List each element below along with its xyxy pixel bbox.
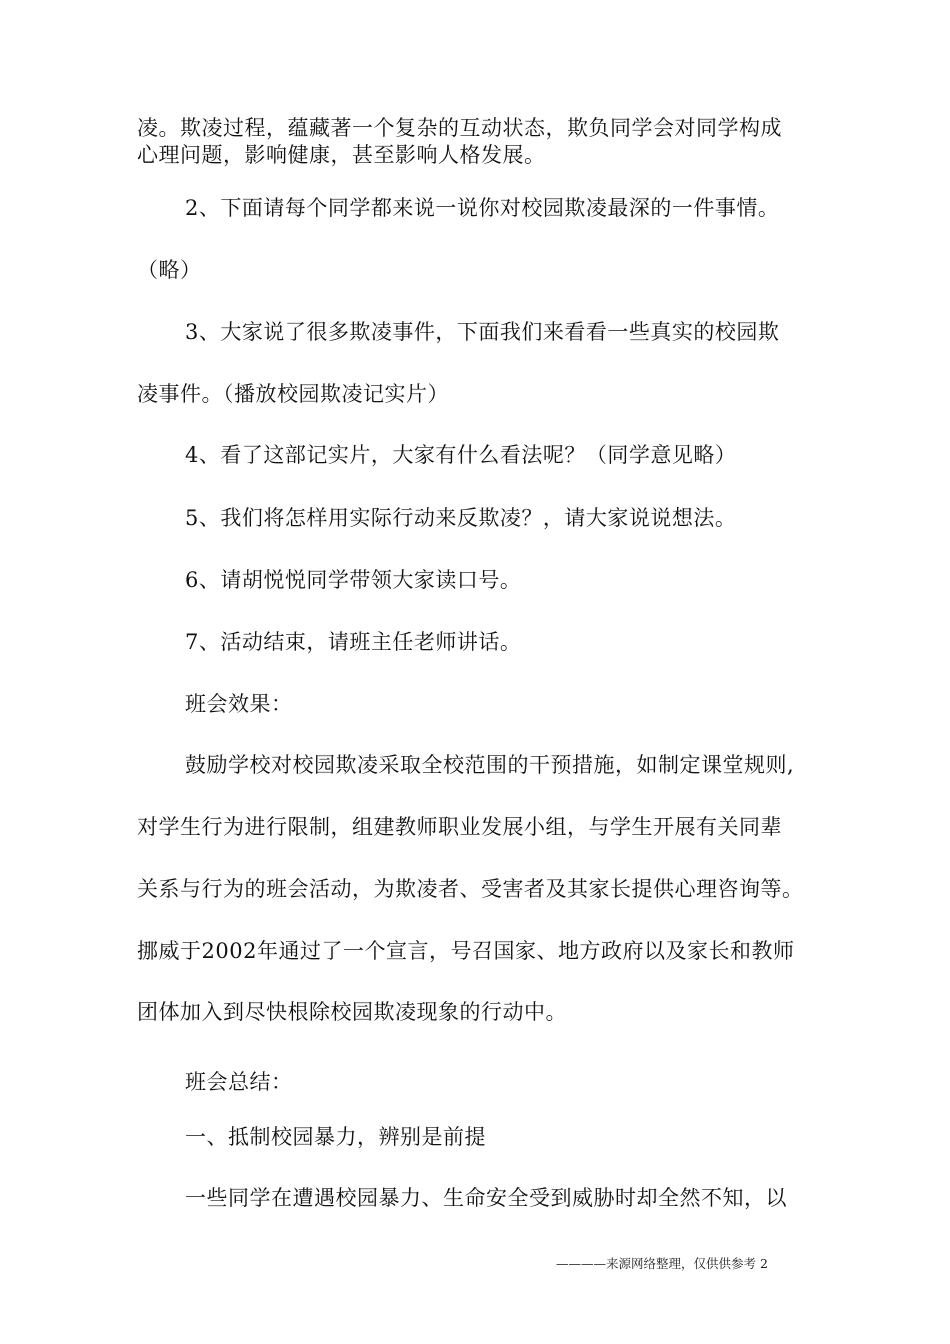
text-line: 5、我们将怎样用实际行动来反欺凌？，请大家说说想法。 [185, 506, 737, 530]
text-line: 凌事件。（播放校园欺凌记实片） [137, 382, 449, 406]
text-line: 6、请胡悦悦同学带领大家读口号。 [185, 568, 522, 592]
section-heading: 班会效果： [185, 692, 293, 716]
text-line: 对学生行为进行限制，组建教师职业发展小组，与学生开展有关同辈 [137, 815, 782, 839]
section-heading: 班会总结： [185, 1070, 293, 1094]
text-line: 心理问题，影响健康，甚至影响人格发展。 [137, 143, 546, 167]
text-line: （略） [137, 258, 202, 282]
text-line: 团体加入到尽快根除校园欺凌现象的行动中。 [137, 1000, 567, 1024]
text-line: 2、下面请每个同学都来说一说你对校园欺凌最深的一件事情。 [185, 196, 780, 220]
text-line: 鼓励学校对校园欺凌采取全校范围的干预措施，如制定课堂规则, [185, 753, 795, 777]
text-line: 7、活动结束，请班主任老师讲话。 [185, 630, 522, 654]
text-line: 挪威于2002年通过了一个宣言，号召国家、地方政府以及家长和教师 [137, 939, 795, 963]
subheading: 一、抵制校园暴力，辨别是前提 [185, 1125, 486, 1149]
text-line: 关系与行为的班会活动，为欺凌者、受害者及其家长提供心理咨询等。 [137, 877, 804, 901]
text-line: 4、看了这部记实片，大家有什么看法呢？（同学意见略） [185, 443, 737, 467]
text-line: 凌。欺凌过程，蕴藏著一个复杂的互动状态，欺负同学会对同学构成 [137, 116, 782, 140]
text-line: 一些同学在遭遇校园暴力、生命安全受到威胁时却全然不知，以 [185, 1186, 787, 1210]
page-footer: ————来源网络整理，仅供供参考 2 [556, 1256, 768, 1271]
text-line: 3、大家说了很多欺凌事件，下面我们来看看一些真实的校园欺 [185, 320, 780, 344]
